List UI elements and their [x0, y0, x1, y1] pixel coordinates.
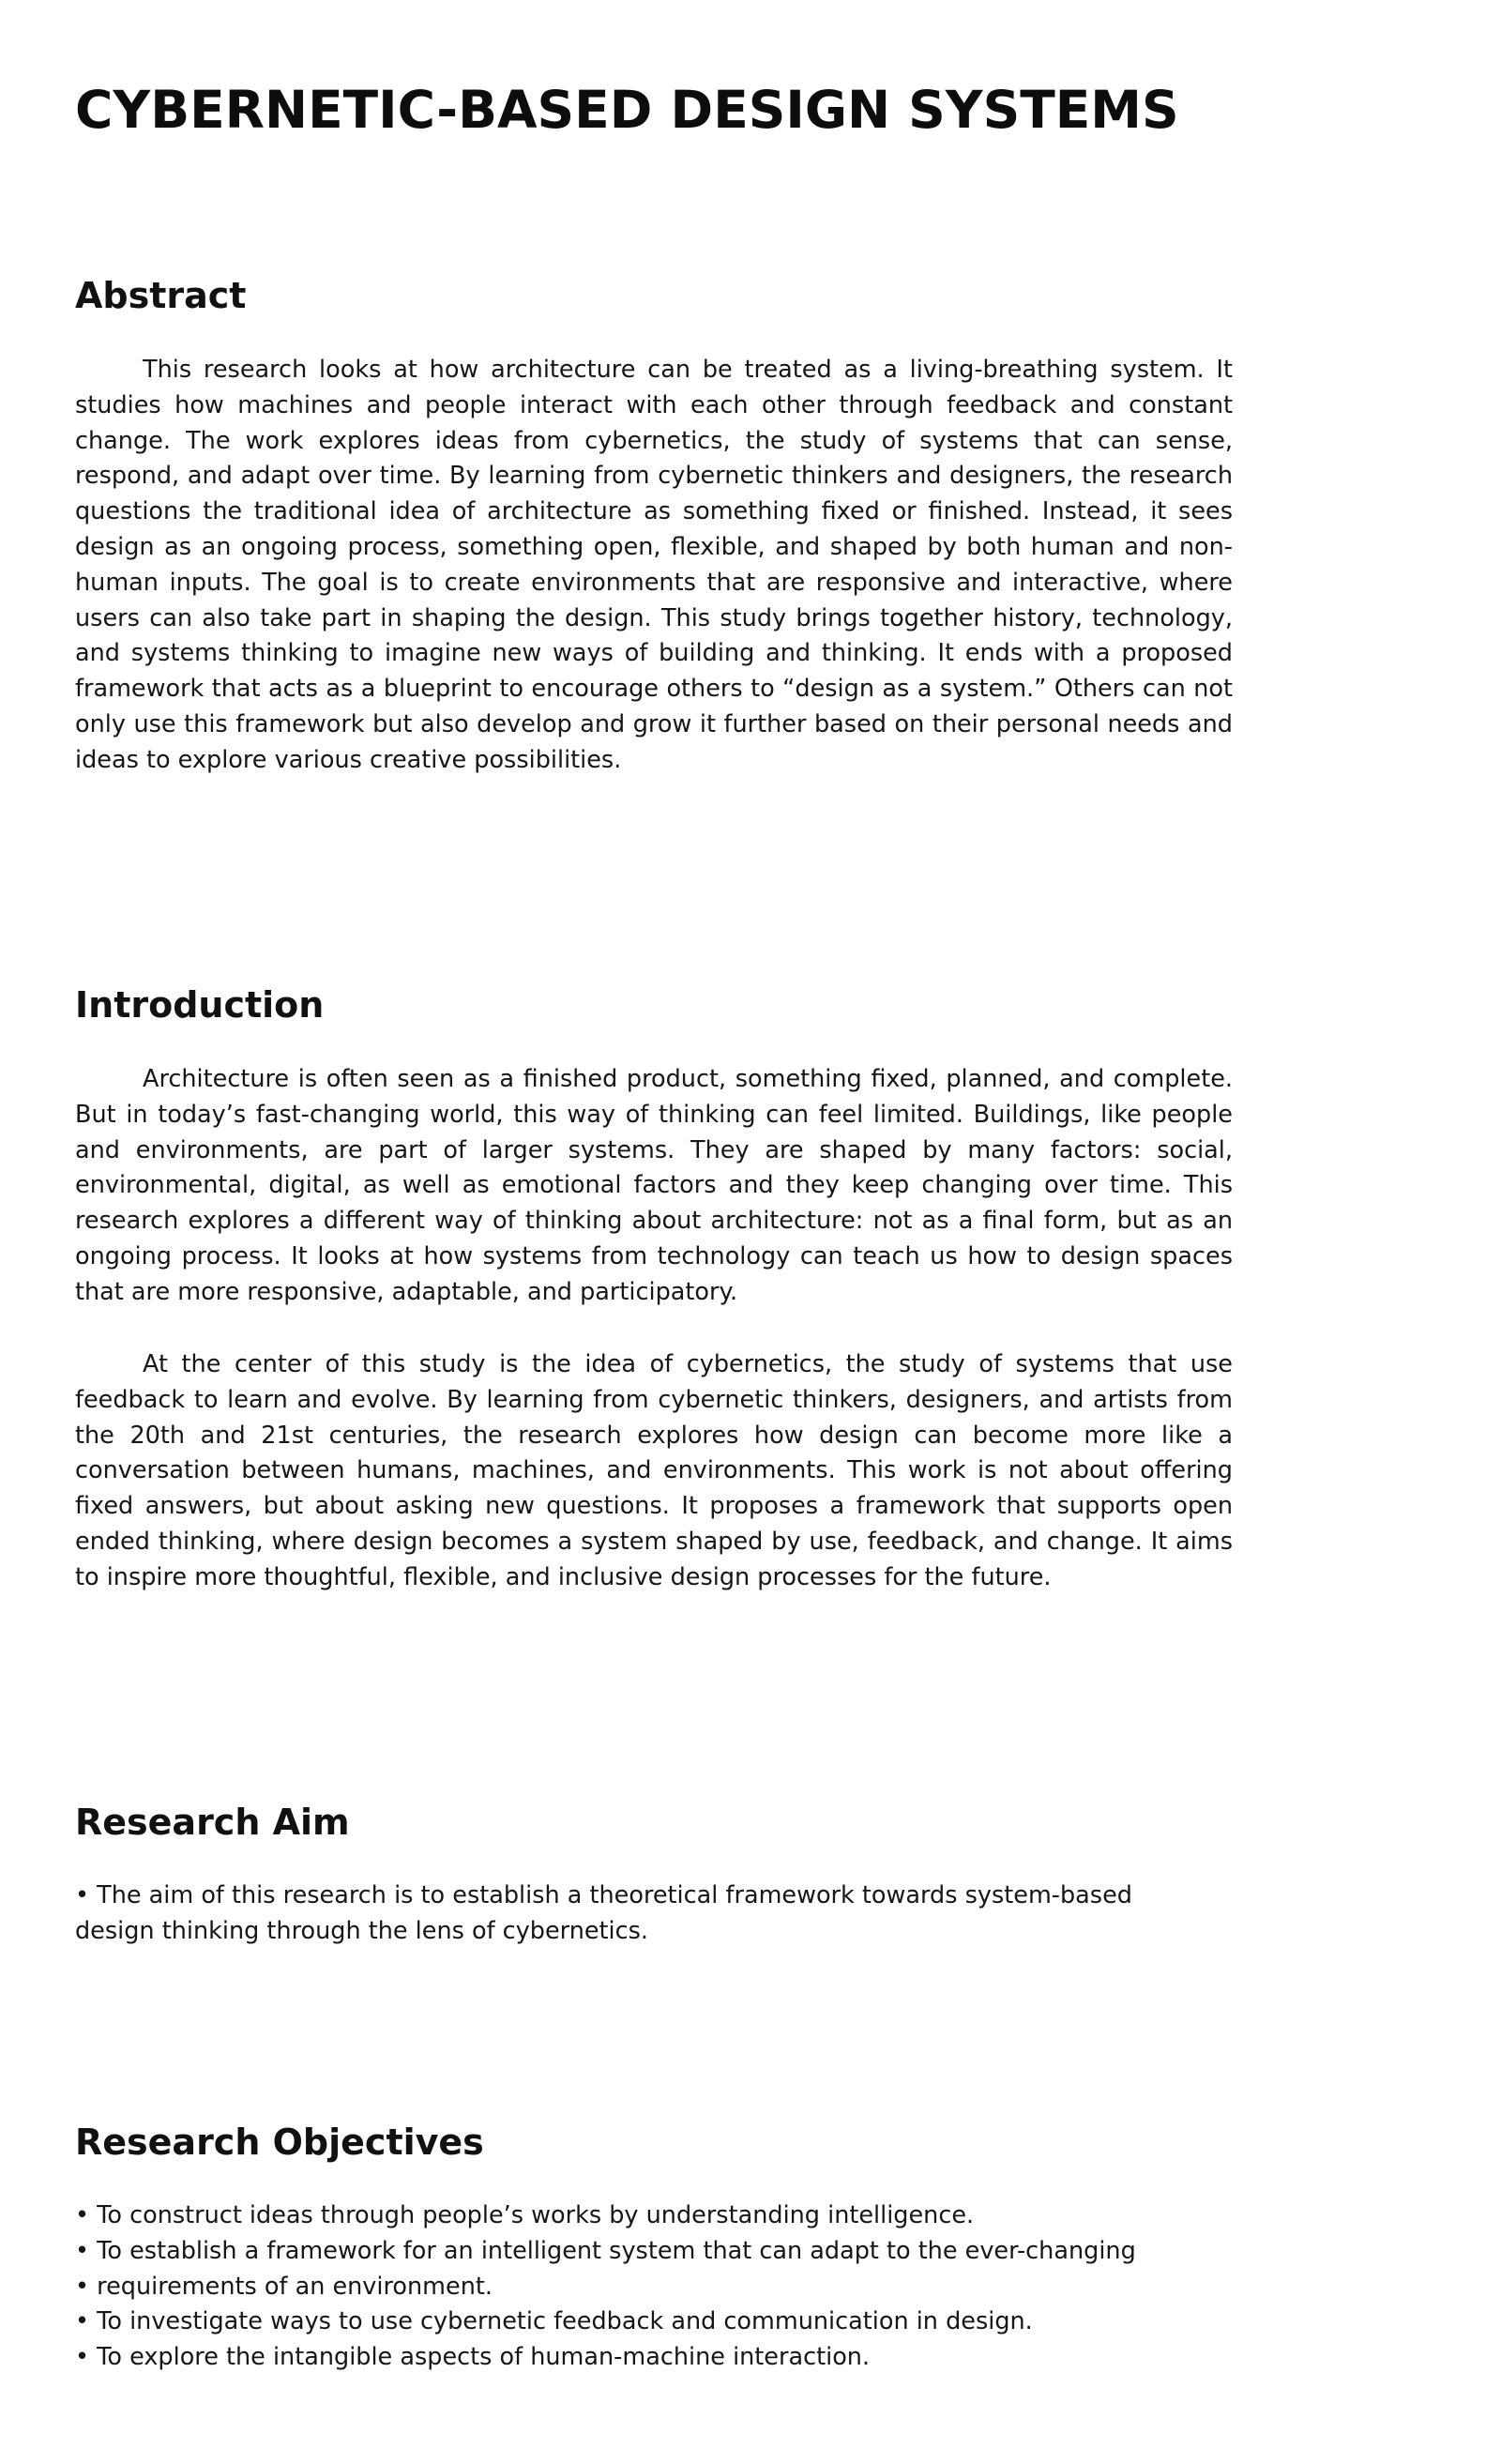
introduction-heading: Introduction: [75, 984, 325, 1026]
research-aim-list: [75, 1878, 1257, 1950]
research-aim-heading: Research Aim: [75, 1802, 350, 1843]
introduction-paragraph-1: Architecture is often seen as a finished product, something fixed, planned, and complete. But in today’s fast-changing world, this way of thinking can feel limited. Buildings, like people and environments, are part of larger systems. They are shaped by many factors: social, environmental, digital, as well as emotional factors and they keep changing over time. This research explores a different way of thinking about architecture: not as a final form, but as an ongoing process. It looks at how systems from technology can teach us how to design spaces that are more responsive, adaptable, and participatory.: [75, 1065, 1233, 1306]
list-item-continuation: design thinking through the lens of cybernetics.: [75, 1916, 649, 1945]
document-title: CYBERNETIC-BASED DESIGN SYSTEMS: [75, 80, 1179, 140]
introduction-paragraph-2: At the center of this study is the idea of cybernetics, the study of systems that use feedback to learn and evolve. By learning from cybernetic thinkers, designers, and artists from the 20th and 21st centuries, the research explores how design can become more like a conversation between humans, machines, and environments. This work is not about offering fixed answers, but about asking new questions. It proposes a framework that supports open ended thinking, where design becomes a system shaped by use, feedback, and change. It aims to inspire more thoughtful, flexible, and inclusive design processes for the future.: [75, 1350, 1233, 1591]
list-item: • To construct ideas through people’s works by understanding intelligence.: [75, 2201, 975, 2229]
list-item: • To explore the intangible aspects of human-machine interaction.: [75, 2343, 871, 2372]
list-item: • requirements of an environment.: [75, 2272, 493, 2301]
abstract-paragraph: This research looks at how architecture can be treated as a living-breathing system. It studies how machines and people interact with each other through feedback and constant change. The work explores ideas from cybernetics, the study of systems that can sense, respond, and adapt over time. By learning from cybernetic thinkers and designers, the research questions the traditional idea of architecture as something fixed or finished. Instead, it sees design as an ongoing process, something open, flexible, and shaped by both human and non-human inputs. The goal is to create environments that are responsive and interactive, where users can also take part in shaping the design. This study brings together history, technology, and systems thinking to imagine new ways of building and thinking. It ends with a proposed framework that acts as a blueprint to encourage others to “design as a system.” Others can not only use this framework but also develop and grow it further based on their personal needs and ideas to explore various creative possibilities.: [75, 356, 1233, 774]
research-objectives-heading: Research Objectives: [75, 2122, 484, 2163]
list-item: • To establish a framework for an intelligent system that can adapt to the ever-changing: [75, 2236, 1136, 2265]
list-item: • The aim of this research is to establish a theoretical framework towards system-based: [75, 1881, 1132, 1909]
research-objectives-list: [75, 2198, 1257, 2376]
list-item: • To investigate ways to use cybernetic feedback and communication in design.: [75, 2307, 1033, 2336]
abstract-heading: Abstract: [75, 275, 247, 316]
